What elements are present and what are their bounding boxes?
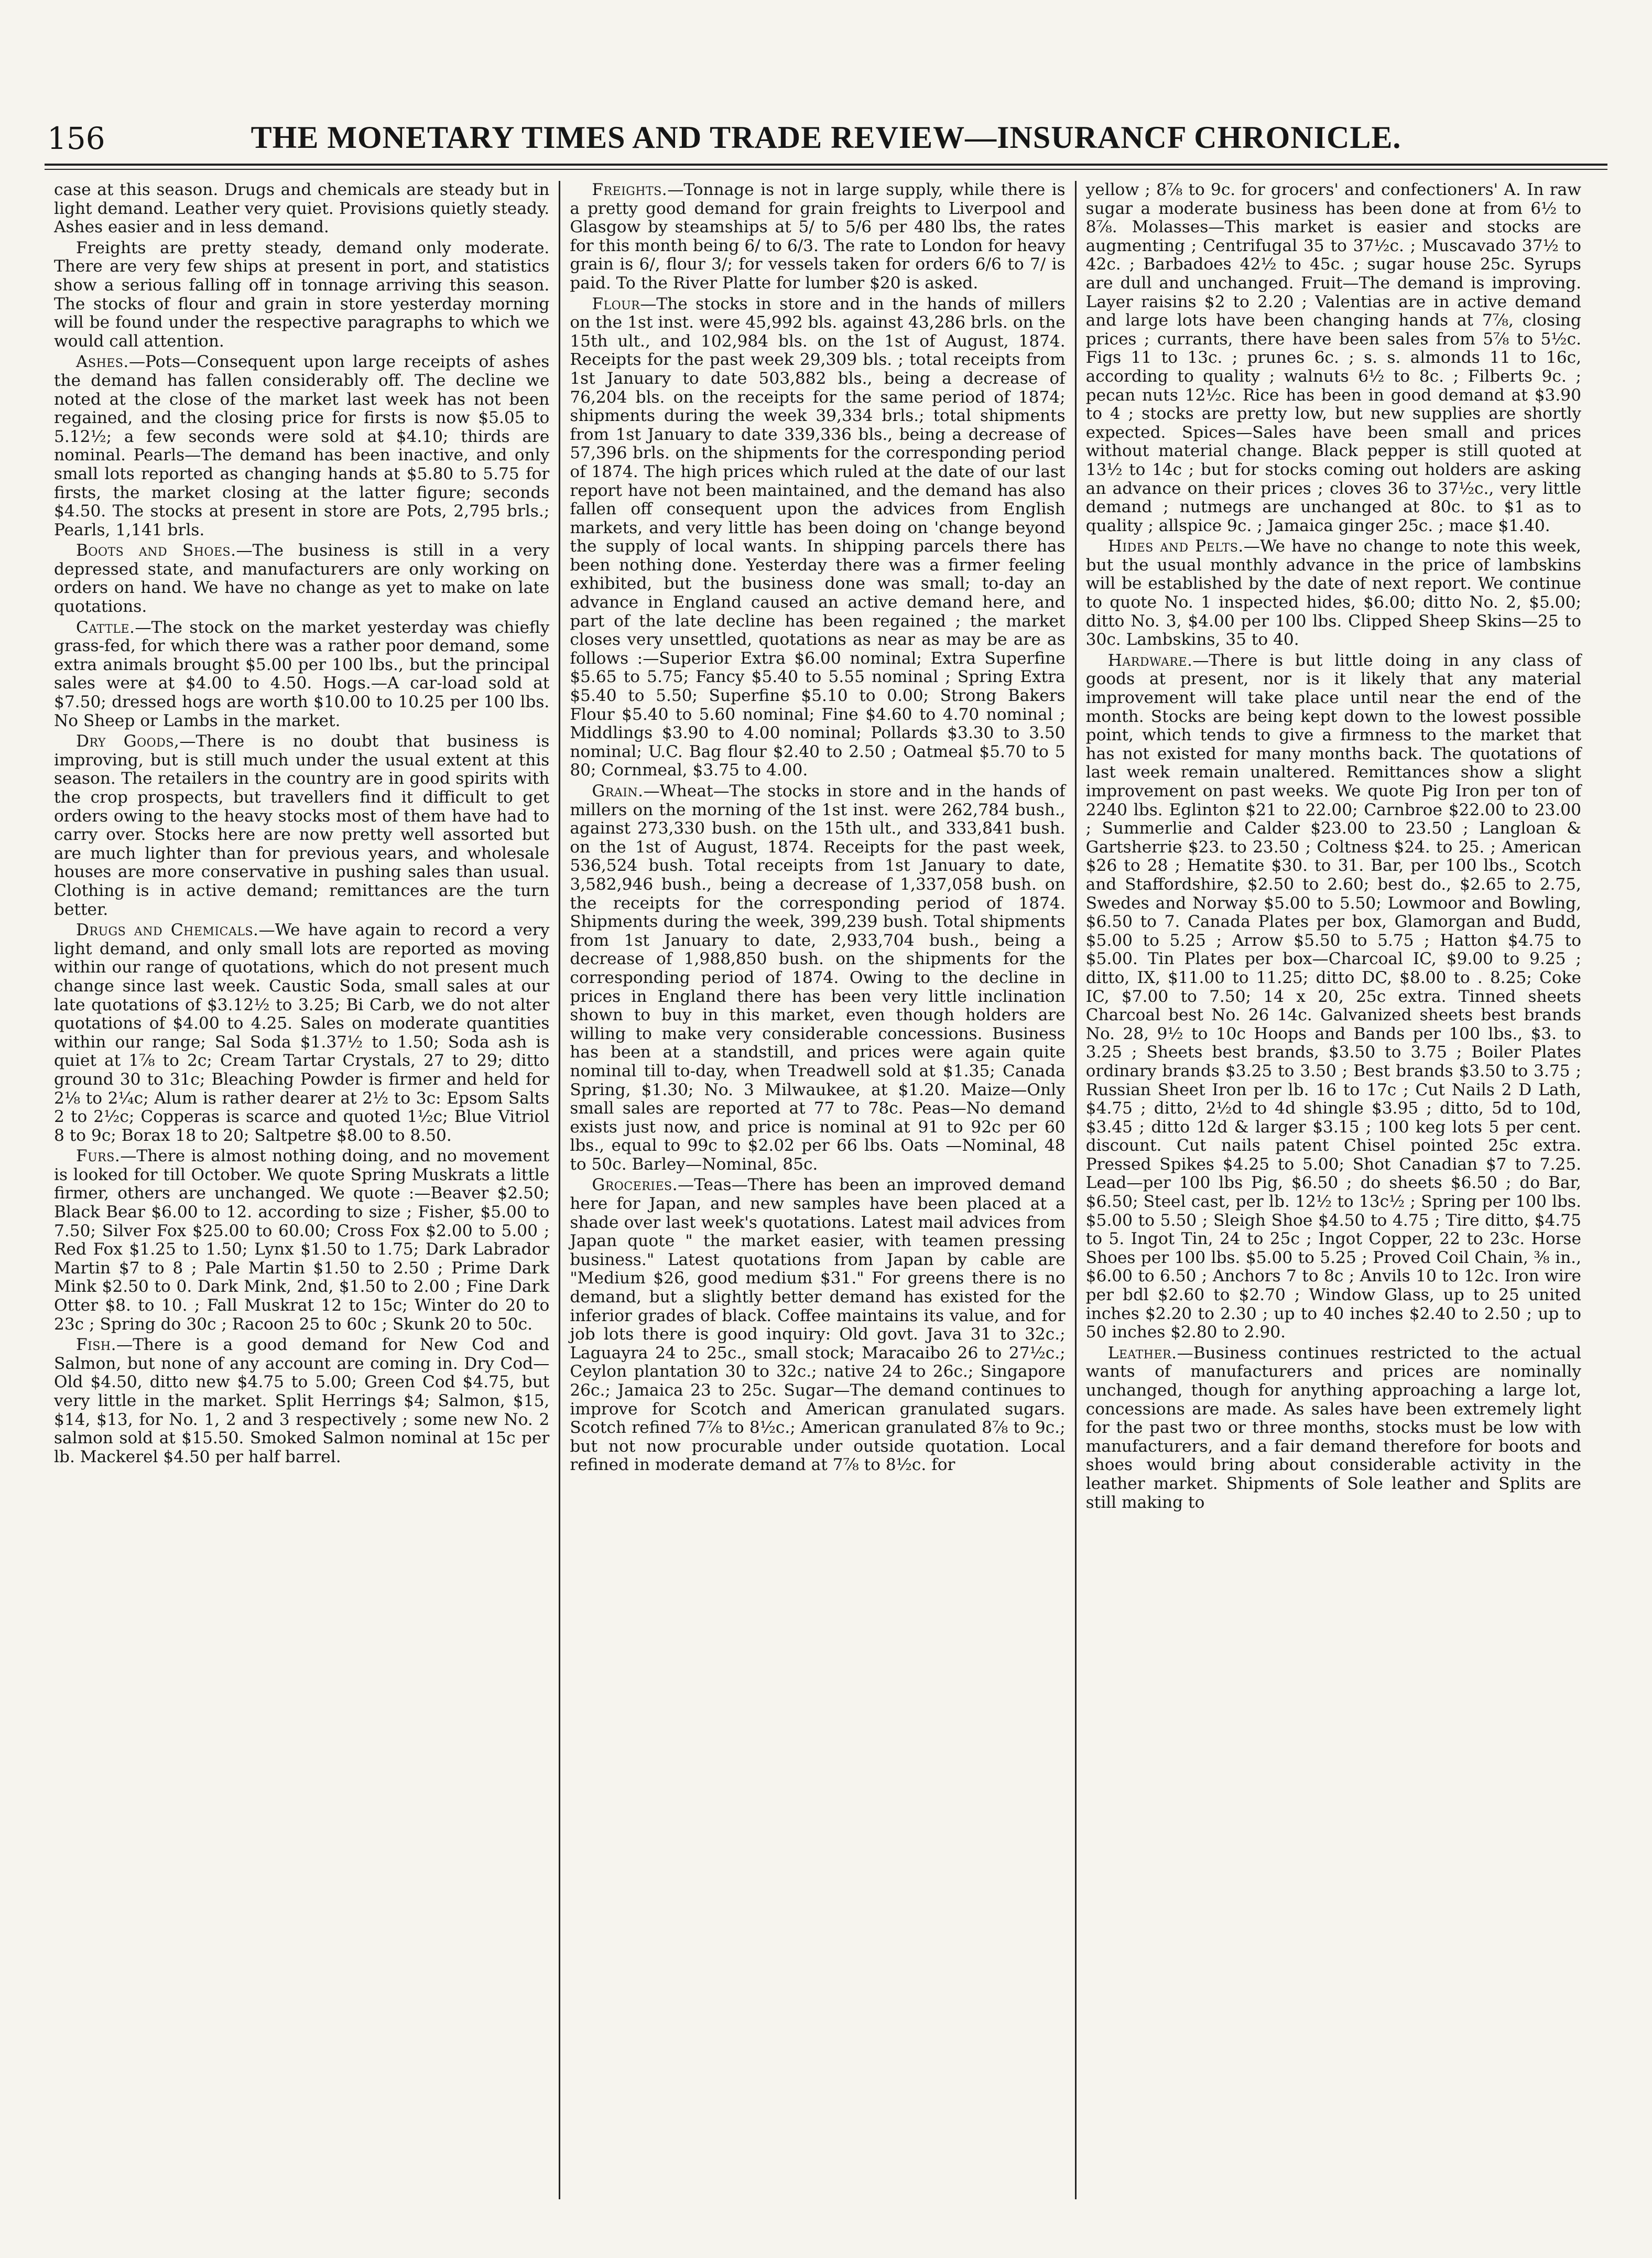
article-paragraph bbox=[54, 619, 549, 731]
article-paragraph bbox=[1086, 181, 1581, 535]
paragraph-text: —There is a good demand for New Cod and Salmon, but none of any account are coming in. Dry Cod—Old $4.50, ditto new $4.75 to 5.00; Green Cod $4.75, but very little in the market. Split Herrings $4; Salmon, $15, $14, $13, for No. 1, 2 and 3 respectively ; some new No. 2 salmon sold at $15.50. Smoked Salmon nominal at 15c per lb. Mackerel $4.50 per half barrel. bbox=[54, 1335, 550, 1466]
article-paragraph bbox=[54, 1336, 549, 1466]
paragraph-text: —The stock on the market yesterday was chiefly grass-fed, for which there was a rather poor demand, some extra animals brought $5.00 per 100 lbs., but the principal sales were at $4.00 to 4.50. Hogs.—A car-load sold at $7.50; dressed hogs are worth $10.00 to 10.25 per 100 lbs. No Sheep or Lambs in the market. bbox=[54, 618, 550, 730]
section-heading: Drugs and Chemicals. bbox=[76, 921, 259, 940]
article-paragraph bbox=[1086, 537, 1581, 650]
header-rule-thick bbox=[45, 164, 1607, 166]
section-heading: Ashes. bbox=[76, 352, 129, 372]
section-heading: Dry Goods, bbox=[76, 732, 180, 751]
article-paragraph bbox=[54, 181, 549, 237]
article-paragraph bbox=[1086, 652, 1581, 1342]
section-heading: Furs. bbox=[76, 1147, 121, 1166]
section-heading: Hardware. bbox=[1107, 651, 1193, 670]
article-paragraph bbox=[54, 921, 549, 1145]
article-paragraph bbox=[1086, 1344, 1581, 1512]
paragraph-text: —There is but little doing in any class of goods at present, nor is it likely that any material improvement will take place until near the end of the month. Stocks are being kept down to the lowest possible point, which tends to give a firmness to the market that has not existed for many months back. The quotations of last week remain unaltered. Remittances show a slight improvement on past weeks. We quote Pig Iron per ton of 2240 lbs. Eglinton $21 to 22.00; Carnbroe $22.00 to 23.00 ; Summerlie and Calder $23.00 to 23.50 ; Langloan & Gartsherrie $23. to 23.50 ; Coltness $24. to 25. ; American $26 to 28 ; Hematite $30. to 31. Bar, per 100 lbs., Scotch and Staffordshire, $2.50 to 2.60; best do., $2.65 to 2.75, Swedes and Norway $5.00 to 5.50; Lowmoor and Bowling, $6.50 to 7. Canada Plates per box, Glamorgan and Budd, $5.00 to 5.25 ; Arrow $5.50 to 5.75 ; Hatton $4.75 to $5.00. Tin Plates per box—Charcoal IC, $9.00 to 9.25 ; ditto, IX, $11.00 to 11.25; ditto DC, $8.00 to . 8.25; Coke IC, $7.00 to 7.50; 14 x 20, 25c extra. Tinned sheets Charcoal best No. 26 14c. Galvanized sheets best brands No. 28, 9½ to 10c Hoops and Bands per 100 lbs., $3. to 3.25 ; Sheets best brands, $3.50 to 3.75 ; Boiler Plates ordinary brands $3.25 to 3.50 ; Best brands $3.50 to 3.75 ; Russian Sheet Iron per lb. 16 to 17c ; Cut Nails 2 D Lath, $4.75 ; ditto, 2½d to 4d shingle $3.95 ; ditto, 5d to 10d, $3.45 ; ditto 12d & larger $3.15 ; 100 keg lots 5 per cent. discount. Cut nails patent Chisel pointed 25c extra. Pressed Spikes $4.25 to 5.00; Shot Canadian $7 to 7.25. Lead—per 100 lbs Pig, $6.50 ; do sheets $6.50 ; do Bar, $6.50; Steel cast, per lb. 12½ to 13c½ ; Spring per 100 lbs. $5.00 to 5.50 ; Sleigh Shoe $4.50 to 4.75 ; Tire ditto, $4.75 to 5. Ingot Tin, 24 to 25c ; Ingot Copper, 22 to 23c. Horse Shoes per 100 lbs. $5.00 to 5.25 ; Proved Coil Chain, ⅜ in., $6.00 to 6.50 ; Anchors 7 to 8c ; Anvils 10 to 12c. Iron wire per bdl $2.60 to $2.70 ; Window Glass, up to 25 united inches $2.20 to 2.30 ; up to 40 inches $2.40 to 2.50 ; up to 50 inches $2.80 to 2.90. bbox=[1085, 651, 1581, 1342]
paragraph-text: —Teas—There has been an improved demand here for Japan, and new samples have been placed at a shade over last week's quotations. Latest mail advices from Japan quote " the market easier, with teamen pressing business." Latest quotations from Japan by cable are "Medium $26, good medium $31." For greens there is no demand, but a slightly better demand has existed for the inferior grades of black. Coffee maintains its value, and for job lots there is good inquiry: Old govt. Java 31 to 32c.; Laguayra 24 to 25c., small stock; Maracaibo 26 to 27½c.; Ceylon plantation 30 to 32c.; native 24 to 26c.; Singapore 26c.; Jamaica 23 to 25c. Sugar—The demand continues to improve for Scotch and American granulated sugars. Scotch refined 7⅞ to 8½c.; American granulated 8⅞ to 9c.; but not now procurable under outside quotation. Local refined in moderate demand at 7⅞ to 8½c. for bbox=[570, 1175, 1066, 1475]
column-1 bbox=[45, 181, 559, 2199]
article-paragraph bbox=[570, 181, 1065, 293]
section-heading: Cattle. bbox=[76, 618, 135, 637]
paragraph-text: —The business is still in a very depressed state, and manufacturers are only working on orders on hand. We have no change as yet to make on late quotations. bbox=[54, 541, 550, 617]
article-paragraph bbox=[570, 295, 1065, 780]
paragraph-text: —There is almost nothing doing, and no movement is looked for till October. We quote Spring Muskrats a little firmer, others are unchanged. We quote :—Beaver $2.50; Black Bear $6.00 to 12. according to size ; Fisher, $5.00 to 7.50; Silver Fox $25.00 to 60.00; Cross Fox $2.00 to 5.00 ; Red Fox $1.25 to 1.50; Lynx $1.50 to 1.75; Dark Labrador Martin $7 to 8 ; Pale Martin $1.50 to 2.50 ; Prime Dark Mink $2.50 to 0. Dark Mink, 2nd, $1.50 to 2.00 ; Fine Dark Otter $8. to 10. ; Fall Muskrat 12 to 15c; Winter do 20 to 23c ; Spring do 30c ; Racoon 25 to 60c ; Skunk 20 to 50c. bbox=[54, 1147, 550, 1334]
article-paragraph bbox=[54, 353, 549, 539]
paragraph-text: —The stocks in store and in the hands of millers on the 1st inst. were 45,992 bls. against 43,286 brls. on the 15th ult., and 102,984 bls. on the 1st of August, 1874. Receipts for the past week 29,309 bls. ; total receipts from 1st January to date 503,882 bls., being a decrease of 76,204 bls. on the receipts for the same period of 1874; shipments during the week 39,334 brls.; total shipments from 1st January to date 339,336 bls., being a decrease of 57,396 brls. on the shipments for the corresponding period of 1874. The high prices which ruled at the date of our last report have not been maintained, and the demand has also fallen off consequent upon the advices from English markets, and very little has been doing on 'change beyond the supply of local wants. In shipping parcels there has been nothing done. Yesterday there was a firmer feeling exhibited, but the business done was small; to-day an advance in England caused an active demand here, and part of the late decline has been regained ; the market closes very unsettled, quotations as near as may be are as follows :—Superior Extra $6.00 nominal; Extra Superfine $5.65 to 5.75; Fancy $5.40 to 5.55 nominal ; Spring Extra $5.40 to 5.50; Superfine $5.10 to 0.00; Strong Bakers Flour $5.40 to 5.60 nominal; Fine $4.60 to 4.70 nominal ; Middlings $3.90 to 4.00 nominal; Pollards $3.30 to 3.50 nominal; U.C. Bag flour $2.40 to 2.50 ; Oatmeal $5.70 to 5 80; Cornmeal, $3.75 to 4.00. bbox=[570, 294, 1066, 780]
article-paragraph bbox=[570, 782, 1065, 1174]
header-rule-thin bbox=[45, 169, 1607, 170]
paragraph-text: Freights are pretty steady, demand only moderate. There are very few ships at present in port, and statistics show a serious falling off in tonnage arriving this season. The stocks of flour and grain in store yesterday morning will be found under the respective paragraphs to which we would call attention. bbox=[54, 238, 550, 351]
section-heading: Grain. bbox=[592, 782, 644, 801]
section-heading: Flour bbox=[592, 294, 640, 314]
column-3 bbox=[1075, 181, 1591, 2199]
paragraph-text: yellow ; 8⅞ to 9c. for grocers' and confectioners' A. In raw sugar a moderate business has been done at from 6½ to 8⅞. Molasses—This market is easier and stocks are augmenting ; Centrifugal 35 to 37½c. ; Muscavado 37½ to 42c. ; Barbadoes 42½ to 45c. ; sugar house 25c. Syrups are dull and unchanged. Fruit—The demand is improving. Layer raisins $2 to 2.20 ; Valentias are in active demand and large lots have been changing hands at 7⅞, closing prices ; currants, there have been sales from 5⅞ to 5½c. Figs 11 to 13c. ; prunes 6c. ; s. s. almonds 11 to 16c, according to quality ; walnuts 6½ to 8c. ; Filberts 9c. ; pecan nuts 12½c. Rice has been in good demand at $3.90 to 4 ; stocks are pretty low, but new supplies are shortly expected. Spices—Sales have been small and prices without material change. Black pepper is still quoted at 13½ to 14c ; but for stocks coming out holders are asking an advance on their prices ; cloves 36 to 37½c., very little demand ; nutmegs are unchanged at 80c. to $1 as to quality ; allspice 9c. ; Jamaica ginger 25c. ; mace $1.40. bbox=[1085, 181, 1581, 535]
paragraph-text: —Wheat—The stocks in store and in the hands of millers on the morning of the 1st inst. were 262,784 bush., against 273,330 bush. on the 15th ult., and 333,841 bush. on the 1st of August, 1874. Receipts for the past week, 536,524 bush. Total receipts from 1st January to date, 3,582,946 bush., being a decrease of 1,337,058 bush. on the receipts for the corresponding period of 1874. Shipments during the week, 399,239 bush. Total shipments from 1st January to date, 2,933,704 bush., being a decrease of 1,988,850 bush. on the shipments for the corresponding period of 1874. Owing to the decline in prices in England there has been very little inclination shown to buy in this market, even though holders are willing to make very considerable concessions. Business has been at a standstill, and prices were again quite nominal till to-day, when Treadwell sold at $1.35; Canada Spring, $1.30; No. 3 Milwaukee, at $1.20. Maize—Only small sales are reported at 77 to 78c. Peas—No demand exists just now, and price is nominal at 91 to 92c per 60 lbs., equal to 99c to $2.02 per 66 lbs. Oats —Nominal, 48 to 50c. Barley—Nominal, 85c. bbox=[570, 782, 1066, 1174]
section-heading: Hides and Pelts. bbox=[1107, 537, 1244, 556]
page-header bbox=[42, 79, 1610, 156]
paragraph-text: —Business continues restricted to the actual wants of manufacturers and prices are nominally unchanged, though for anything approaching a large lot, concessions are made. As sales have been extremely light for the past two or three months, stocks must be low with manufacturers, and a fair demand therefore for boots and shoes would bring about considerable activity in the leather market. Shipments of Sole leather and Splits are still making to bbox=[1085, 1343, 1581, 1512]
paragraph-text: —Pots—Consequent upon large receipts of ashes the demand has fallen considerably off. The decline we noted at the close of the market last week has not been regained, and the closing price for firsts is now $5.05 to 5.12½; a few seconds were sold at $4.10; thirds are nominal. Pearls—The demand has been inactive, and only small lots reported as changing hands at $5.80 to 5.75 for firsts, the market closing at the latter figure; seconds $4.50. The stocks at present in store are Pots, 2,795 brls.; Pearls, 1,141 brls. bbox=[54, 352, 550, 539]
article-paragraph bbox=[54, 239, 549, 351]
article-paragraph bbox=[54, 1147, 549, 1334]
page-title: THE MONETARY TIMES AND TRADE REVIEW—INSURANCF CHRONICLE. bbox=[251, 120, 1401, 155]
section-heading: Freights. bbox=[592, 181, 668, 199]
section-heading: Boots and Shoes. bbox=[76, 541, 236, 560]
paragraph-text: —We have no change to note this week, but the usual monthly advance in the price of lambskins will be established by the date of next report. We continue to quote No. 1 inspected hides, $6.00; ditto No. 2, $5.00; ditto No. 3, $4.00 per 100 lbs. Clipped Sheep Skins—25 to 30c. Lambskins, 35 to 40. bbox=[1085, 537, 1581, 650]
article-paragraph bbox=[54, 732, 549, 919]
paragraph-text: case at this season. Drugs and chemicals are steady but in light demand. Leather very quiet. Provisions quietly steady. Ashes easier and in less demand. bbox=[54, 181, 550, 237]
article-columns bbox=[45, 181, 1591, 2199]
paragraph-text: —We have again to record a very light demand, and only small lots are reported as moving within our range of quotations, which do not present much change since last week. Caustic Soda, small sales at our late quotations of $3.12½ to 3.25; Bi Carb, we do not alter quotations of $4.00 to 4.25. Sales on moderate quantities within our range; Sal Soda $1.37½ to 1.50; Soda ash is quiet at 1⅞ to 2c; Cream Tartar Crystals, 27 to 29; ditto ground 30 to 31c; Bleaching Powder is firmer and held for 2⅛ to 2¼c; Alum is rather dearer at 2½ to 3c: Epsom Salts 2 to 2½c; Copperas is scarce and quoted 1½c; Blue Vitriol 8 to 9c; Borax 18 to 20; Saltpetre $8.00 to 8.50. bbox=[54, 921, 550, 1145]
section-heading: Groceries. bbox=[592, 1175, 678, 1195]
paragraph-text: —There is no doubt that business is improving, but is still much under the usual extent at this season. The retailers in the country are in good spirits with the crop prospects, but travellers find it difficult to get orders owing to the heavy stocks most of them have had to carry over. Stocks here are now pretty well assorted but are much lighter than for previous years, and wholesale houses are more conservative in pushing sales than usual. Clothing is in active demand; remittances are the turn better. bbox=[54, 732, 550, 919]
page-number: 156 bbox=[47, 121, 105, 156]
article-paragraph bbox=[54, 542, 549, 616]
section-heading: Leather. bbox=[1107, 1343, 1177, 1363]
column-2 bbox=[559, 181, 1074, 2199]
paragraph-text: —Tonnage is not in large supply, while there is a pretty good demand for grain freights to Liverpool and Glasgow by steamships at 5/ to 5/6 per 480 lbs, the rates for this month being 6/ to 6/3. The rate to London for heavy grain is 6/, flour 3/; for vessels taken for orders 6/6 to 7/ is paid. To the River Platte for lumber $20 is asked. bbox=[570, 181, 1066, 293]
article-paragraph bbox=[570, 1176, 1065, 1475]
section-heading: Fish. bbox=[76, 1335, 117, 1355]
